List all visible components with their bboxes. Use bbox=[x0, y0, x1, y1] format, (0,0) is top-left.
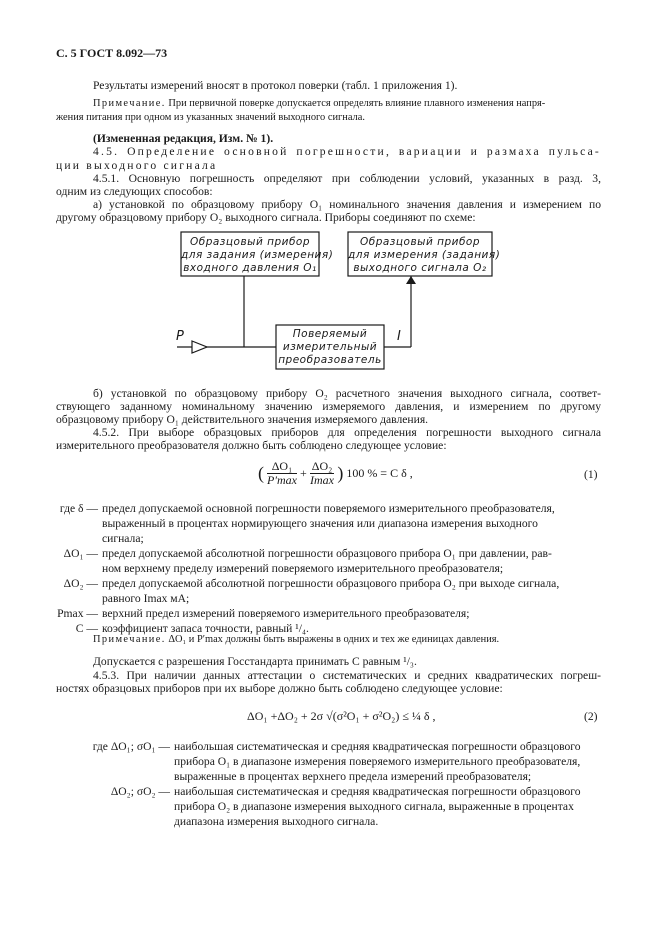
formula-1: ( $\frac{\text{ΔO₁}}{P'\max}$ + $\frac{\text{ΔO₂}}{Imax}$ ) 100 % = C δ , bbox=[258, 459, 413, 487]
box-3-label: Поверяемый измерительный преобразователь bbox=[278, 328, 382, 366]
item-a-line-2: другому образцовому прибору О₂ выходного сигнала. Приборы соединяют по схеме: bbox=[56, 211, 476, 224]
allowed-paragraph: Допускается с разрешения Госстандарта принимать C равным ¹/₃. bbox=[93, 655, 417, 668]
note-1-text: При первичной поверке допускается определять влияние плавного изменения напря- bbox=[168, 98, 546, 109]
def-c: C — коэффициент запаса точности, равный ¹/₄. bbox=[75, 622, 309, 635]
section-4-5-heading-line-1: 4.5. Определение основной погрешности, вариации и размаха пульса- bbox=[93, 145, 601, 158]
section-4-5-2-line-2: измерительного преобразователя должно быть соблюдено следующее условие: bbox=[56, 439, 447, 452]
revision-note: (Измененная редакция, Изм. № 1). bbox=[93, 132, 274, 145]
formula-2-number: (2) bbox=[584, 710, 598, 723]
section-4-5-2-line-1: 4.5.2. При выборе образцовых приборов для определения погрешности выходного сигнала bbox=[93, 426, 601, 439]
def-delta-sigma-o1: где ΔO₁; σO₁ — наибольшая систематическая и средняя квадратическая погрешности образцового прибора O₁ в диапазоне измерения поверяемого измерительного преобразователя, выраженные в процентах верхнего предела измерений преобразователя; bbox=[92, 740, 581, 783]
section-4-5-1-line-1: 4.5.1. Основную погрешность определяют при соблюдении условий, указанных в разд. 3, bbox=[93, 172, 601, 185]
formula-2: ΔO₁ +ΔO₂ + 2σ √(σ²O₁ + σ²O₂) ≤ ¼ δ , bbox=[247, 709, 436, 723]
box-2-label: Образцовый прибор для измерения (задания) выходного сигнала O₂ bbox=[348, 236, 501, 274]
definitions-2 bbox=[56, 739, 601, 829]
def-delta-o1: ΔO₁ — предел допускаемой абсолютной погрешности образцового прибора O₁ при давлении, рав- ном верхнему пределу измерений поверяемого измерительного преобразователя; bbox=[63, 547, 552, 575]
output-label: I bbox=[397, 329, 402, 344]
formula-1-fraction-2: $\frac{\text{ΔO₂}}{Imax}$ bbox=[310, 459, 335, 487]
section-4-5-3-line-1: 4.5.3. При наличии данных аттестации о систематических и средних квадратических погреш- bbox=[93, 669, 601, 682]
section-4-5-heading-line-2: ции выходного сигнала bbox=[56, 159, 218, 172]
item-b-line-1: б) установкой по образцовому прибору О₂ расчетного значения выходного сигнала, соответ- bbox=[93, 387, 601, 400]
results-paragraph: Результаты измерений вносят в протокол поверки (табл. 1 приложения 1). bbox=[93, 79, 458, 92]
section-4-5-1-line-2: одним из следующих способов: bbox=[56, 185, 213, 198]
page-header: С. 5 ГОСТ 8.092—73 bbox=[56, 46, 168, 60]
input-label: P bbox=[176, 329, 185, 344]
note-1-label: Примечание. bbox=[93, 98, 166, 109]
def-delta: где δ — предел допускаемой основной погрешности поверяемого измерительного преобразователя, выраженный в процентах нормирующего значения или диапазона измерения выходного сигнала; bbox=[59, 502, 555, 545]
note-1-line-2: жения питания при одном из указанных значений выходного сигнала. bbox=[56, 112, 365, 123]
def-delta-o2: ΔO₂ — предел допускаемой абсолютной погрешности образцового прибора O₂ при выходе сигнала, равного Imax мА; bbox=[63, 577, 560, 605]
note-2-label: Примечание. bbox=[93, 634, 166, 645]
output-arrow-icon bbox=[406, 276, 416, 284]
item-b-line-3: образцовому прибору О₁ действительного значения измеряемого давления. bbox=[56, 413, 429, 426]
section-4-5-3-line-2: ностях образцовых приборов при их выборе должно быть соблюдено следующее условие: bbox=[56, 682, 503, 695]
definitions-1 bbox=[56, 501, 601, 636]
item-a-line-1: а) установкой по образцовому прибору О₁ номинального значения давления и измерением по bbox=[93, 198, 601, 211]
box-1-label: Образцовый прибор для задания (измерения) входного давления O₁ bbox=[181, 236, 334, 274]
def-delta-sigma-o2: ΔO₂; σO₂ — наибольшая систематическая и средняя квадратическая погрешности образцового прибора O₂ в диапазоне измерения выходного сигнала, выраженные в процентах диапазона измерения выходного сигнала. bbox=[110, 785, 581, 828]
item-b-line-2: ствующего заданному номинальному значению измеряемого давления, и измерением по другому bbox=[56, 400, 601, 413]
note-2 bbox=[93, 633, 499, 647]
formula-1-fraction-1: $\frac{\text{ΔO₁}}{P'\max}$ bbox=[267, 459, 297, 487]
input-arrow-icon bbox=[192, 341, 207, 353]
def-pmax: Pmax — верхний предел измерений поверяемого измерительного преобразователя; bbox=[57, 607, 470, 620]
note-2-text: ΔO₁ и P′max должны быть выражены в одних и тех же единицах давления. bbox=[168, 634, 500, 645]
formula-1-number: (1) bbox=[584, 468, 598, 481]
